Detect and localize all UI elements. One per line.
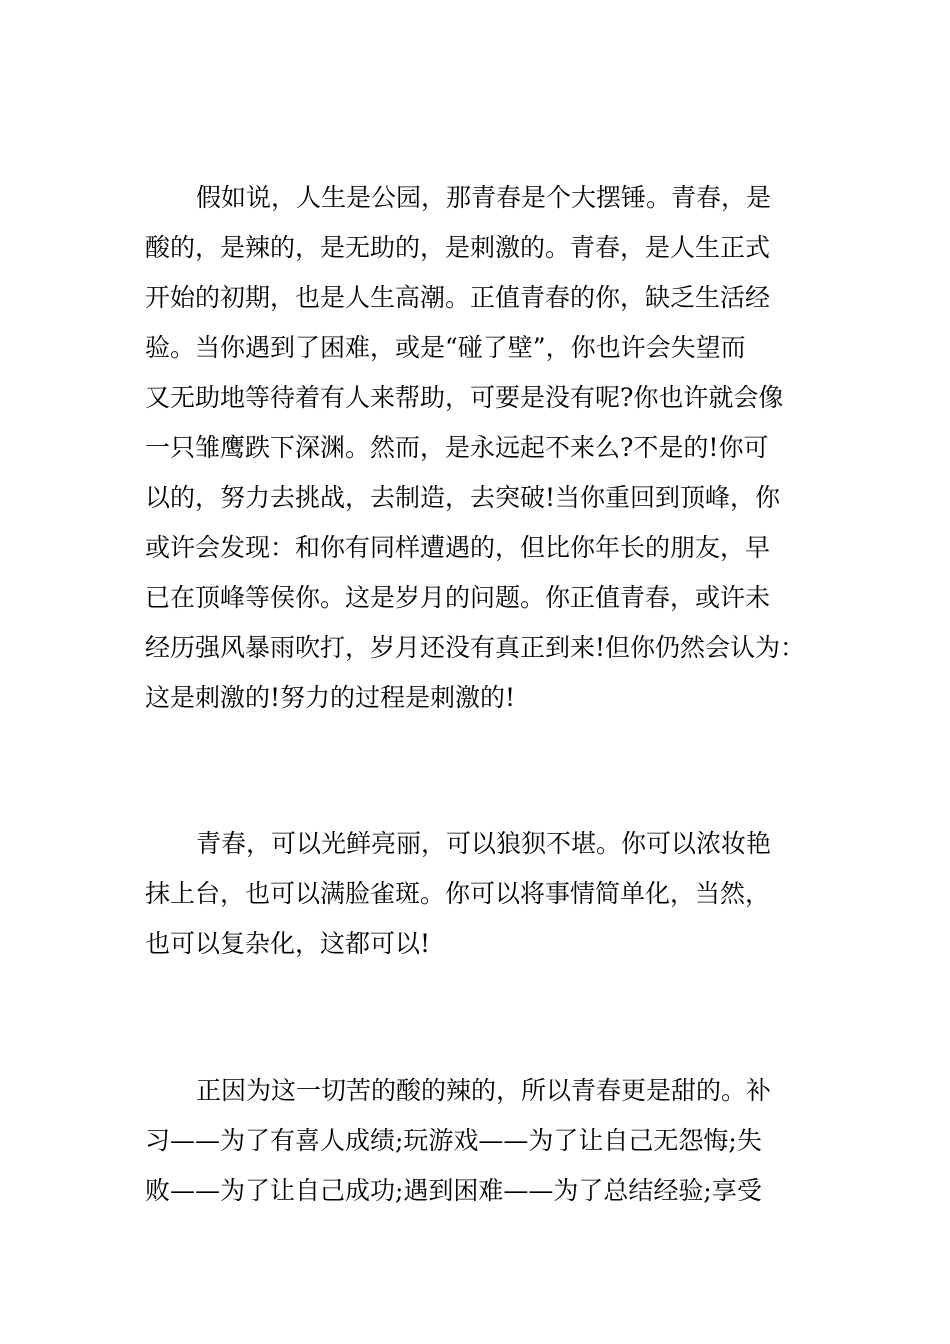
paragraph-line: 开始的初期，也是人生高潮。正值青春的你，缺乏生活经 xyxy=(145,283,771,312)
paragraph-line: 败——为了让自己成功;遇到困难——为了总结经验;享受 xyxy=(145,1176,762,1205)
paragraph-line: 也可以复杂化，这都可以! xyxy=(145,929,431,958)
paragraph-line: 习——为了有喜人成绩;玩游戏——为了让自己无怨悔;失 xyxy=(145,1126,762,1155)
paragraph-line: 酸的，是辣的，是无助的，是刺激的。青春，是人生正式 xyxy=(145,233,771,262)
paragraph-line: 假如说，人生是公园，那青春是个大摆锤。青春，是 xyxy=(196,183,772,212)
paragraph-line: 青春，可以光鲜亮丽，可以狼狈不堪。你可以浓妆艳 xyxy=(196,829,772,858)
paragraph-line: 一只雏鹰跌下深渊。然而，是永远起不来么?不是的!你可 xyxy=(145,433,769,462)
paragraph-line: 这是刺激的!努力的过程是刺激的! xyxy=(145,683,516,712)
paragraph-line: 抹上台，也可以满脸雀斑。你可以将事情简单化，当然， xyxy=(145,879,771,908)
paragraph-line: 经历强风暴雨吹打，岁月还没有真正到来!但你仍然会认为： xyxy=(145,633,806,662)
paragraph-line: 正因为这一切苦的酸的辣的，所以青春更是甜的。补 xyxy=(196,1076,772,1105)
paragraph-line: 已在顶峰等侯你。这是岁月的问题。你正值青春，或许未 xyxy=(145,583,771,612)
paragraph-line: 又无助地等待着有人来帮助，可要是没有呢?你也许就会像 xyxy=(145,383,784,412)
paragraph-line: 或许会发现：和你有同样遭遇的，但比你年长的朋友，早 xyxy=(145,533,771,562)
paragraph-line: 验。当你遇到了困难，或是“碰了壁”，你也许会失望而 xyxy=(145,333,746,362)
paragraph-line: 以的，努力去挑战，去制造，去突破!当你重回到顶峰，你 xyxy=(145,483,781,512)
